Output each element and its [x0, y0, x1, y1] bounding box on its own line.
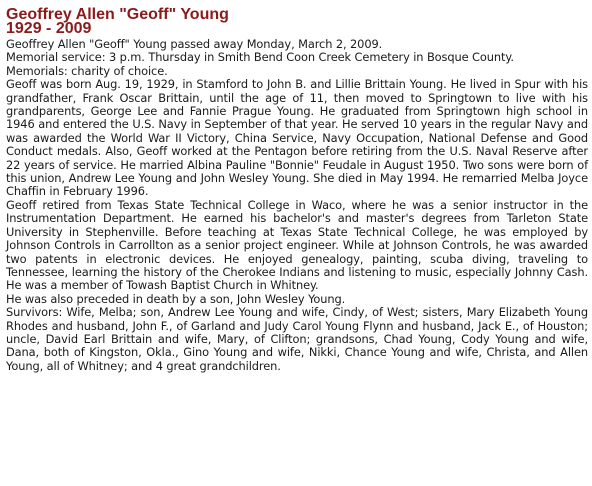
paragraph-memorial-service: Memorial service: 3 p.m. Thursday in Smith Bend Coon Creek Cemetery in Bosque County. — [6, 50, 514, 65]
paragraph-passing: Geoffrey Allen "Geoff" Young passed away Monday, March 2, 2009. — [6, 37, 383, 51]
obituary-title: Geoffrey Allen "Geoff" Young — [6, 6, 229, 23]
paragraph-survivors: Survivors: Wife, Melba; son, Andrew Lee Young and wife, Cindy, of West; sisters, Mary Elizabeth Young Rhodes and husband, John F., of Garland and Judy Carol Young Flynn and husband, Jack E., of Houston; uncle, David Earl Brittain and wife, Mary, of Clifton; grandsons, Chad Young, Cody Young and wife, Dana, both of Kingston, Okla., Gino Young and wife, Nikki, Chance Young and wife, Christa, and Allen Young, all of Whitney; and 4 great grandchildren. — [6, 305, 588, 373]
paragraph-memorials: Memorials: charity of choice. — [6, 63, 168, 78]
paragraph-career: Geoff retired from Texas State Technical College in Waco, where he was a senior instructor in the Instrumentation Department. He earned his bachelor's and master's degrees from Tarleton State University in Stephenville. Before teaching at Texas State Technical College, he was employed by Johnson Controls in Carrollton as a senior project engineer. While at Johnson Controls, he was awarded two patents in electronic devices. He enjoyed genealogy, painting, scuba diving, traveling to Tennessee, learning the history of the Cherokee Indians and listening to music, especially Johnny Cash. He was a member of Towash Baptist Church in Whitney. — [6, 197, 588, 293]
paragraph-preceded: He was also preceded in death by a son, John Wesley Young. — [6, 291, 346, 306]
obituary-body — [6, 38, 588, 373]
life-dates: 1929 - 2009 — [6, 20, 92, 37]
paragraph-biography: Geoff was born Aug. 19, 1929, in Stamford to John B. and Lillie Brittain Young. He lived in Spur with his grandfather, Frank Oscar Brittain, until the age of 11, then moved to Springtown to live with his grandparents, George Lee and Fannie Prague Young. He graduated from Springtown high school in 1946 and entered the U.S. Navy in September of that year. He served 10 years in the regular Navy and was awarded the World War II Victory, China Service, Navy Occupation, National Defense and Good Conduct medals. Also, Geoff worked at the Pentagon before retiring from the U.S. Naval Reserve after 22 years of service. He married Albina Pauline "Bonnie" Feudale in August 1950. Two sons were born of this union, Andrew Lee Young and John Wesley Young. She died in May 1994. He remarried Melba Joyce Chaffin in February 1996. — [6, 77, 588, 199]
obituary-page — [6, 8, 588, 373]
